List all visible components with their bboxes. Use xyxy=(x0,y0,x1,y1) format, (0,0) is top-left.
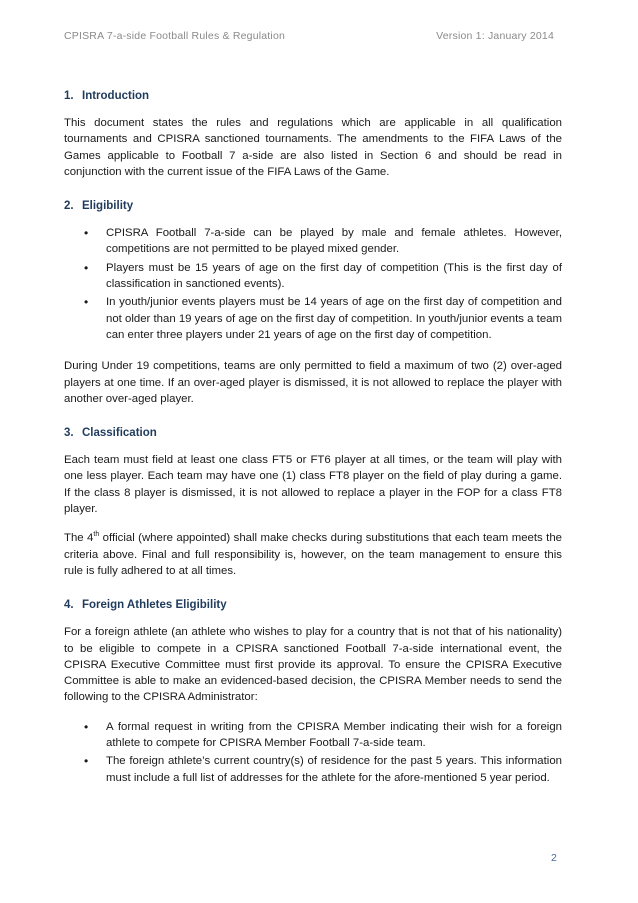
section-eligibility xyxy=(64,198,562,407)
section-foreign-athletes xyxy=(64,597,562,786)
bullet-icon: • xyxy=(84,295,89,310)
section-paragraph: For a foreign athlete (an athlete who wishes to play for a country that is not that of his nationality) to be eligible to compete in a CPISRA sanctioned Football 7-a-side international event, the CPISRA Executive Committee must first provide its approval. To ensure the CPISRA Executive Committee is able to make an evidenced-based decision, the CPISRA Member needs to send the following to the CPISRA Administrator: xyxy=(64,626,562,704)
list-item: • A formal request in writing from the CPISRA Member indicating their wish for a foreign athlete to compete for CPISRA Member Football 7-a-side team. xyxy=(84,719,562,750)
section-paragraph: This document states the rules and regulations which are applicable in all qualification tournaments and CPISRA sanctioned tournaments. The amendments to the FIFA Laws of the Games applicable to Football 7 a-side are also listed in Section 6 and should be read in conjunction with the current issue of the FIFA Laws of the Game. xyxy=(64,117,562,178)
list-item: • In youth/junior events players must be 14 years of age on the first day of competition and not older than 19 years of age on the first day of competition. In youth/junior events a team can enter three players under 21 years of age on the first day of competition. xyxy=(84,295,562,341)
section-introduction xyxy=(64,88,562,180)
bullet-list xyxy=(64,225,562,343)
list-item: • CPISRA Football 7-a-side can be played by male and female athletes. However, competitions are not permitted to be played mixed gender. xyxy=(84,226,562,256)
bullet-list xyxy=(64,719,562,786)
section-heading: 1. Introduction xyxy=(64,90,150,102)
page-header xyxy=(64,30,554,44)
section-classification xyxy=(64,425,562,579)
list-item: • The foreign athlete’s current country(s) of residence for the past 5 years. This information must include a full list of addresses for the athlete for the afore-mentioned 5 year period. xyxy=(84,754,562,784)
bullet-icon: • xyxy=(84,226,89,241)
section-heading: 3. Classification xyxy=(64,427,157,440)
bullet-icon: • xyxy=(84,754,89,769)
section-heading: 4. Foreign Athletes Eligibility xyxy=(64,599,227,612)
document-body xyxy=(64,88,562,804)
section-paragraph: The 4th official (where appointed) shall make checks during substitutions that each team meets the criteria above. Final and full responsibility is, however, on the team management to ensure this rule is fully adhered to at all times. xyxy=(64,531,562,577)
page-number: 2 xyxy=(551,852,557,864)
list-item: • Players must be 15 years of age on the first day of competition (This is the first day of classification in sanctioned events). xyxy=(84,260,562,291)
header-version: Version 1: January 2014 xyxy=(436,30,554,42)
header-document-title: CPISRA 7-a-side Football Rules & Regulation xyxy=(64,30,286,42)
section-heading: 2. Eligibility xyxy=(64,200,134,213)
section-paragraph: Each team must field at least one class FT5 or FT6 player at all times, or the team will play with one less player. Each team may have one (1) class FT8 player on the field of play during a game. If the class 8 player is dismissed, it is not allowed to replace a player in the FOP for a class FT8 player. xyxy=(64,454,562,516)
bullet-icon: • xyxy=(84,260,89,275)
section-paragraph: During Under 19 competitions, teams are only permitted to field a maximum of two (2) over-aged players at one time. If an over-aged player is dismissed, it is not allowed to replace the player with another over-aged player. xyxy=(64,360,562,405)
bullet-icon: • xyxy=(84,719,89,734)
